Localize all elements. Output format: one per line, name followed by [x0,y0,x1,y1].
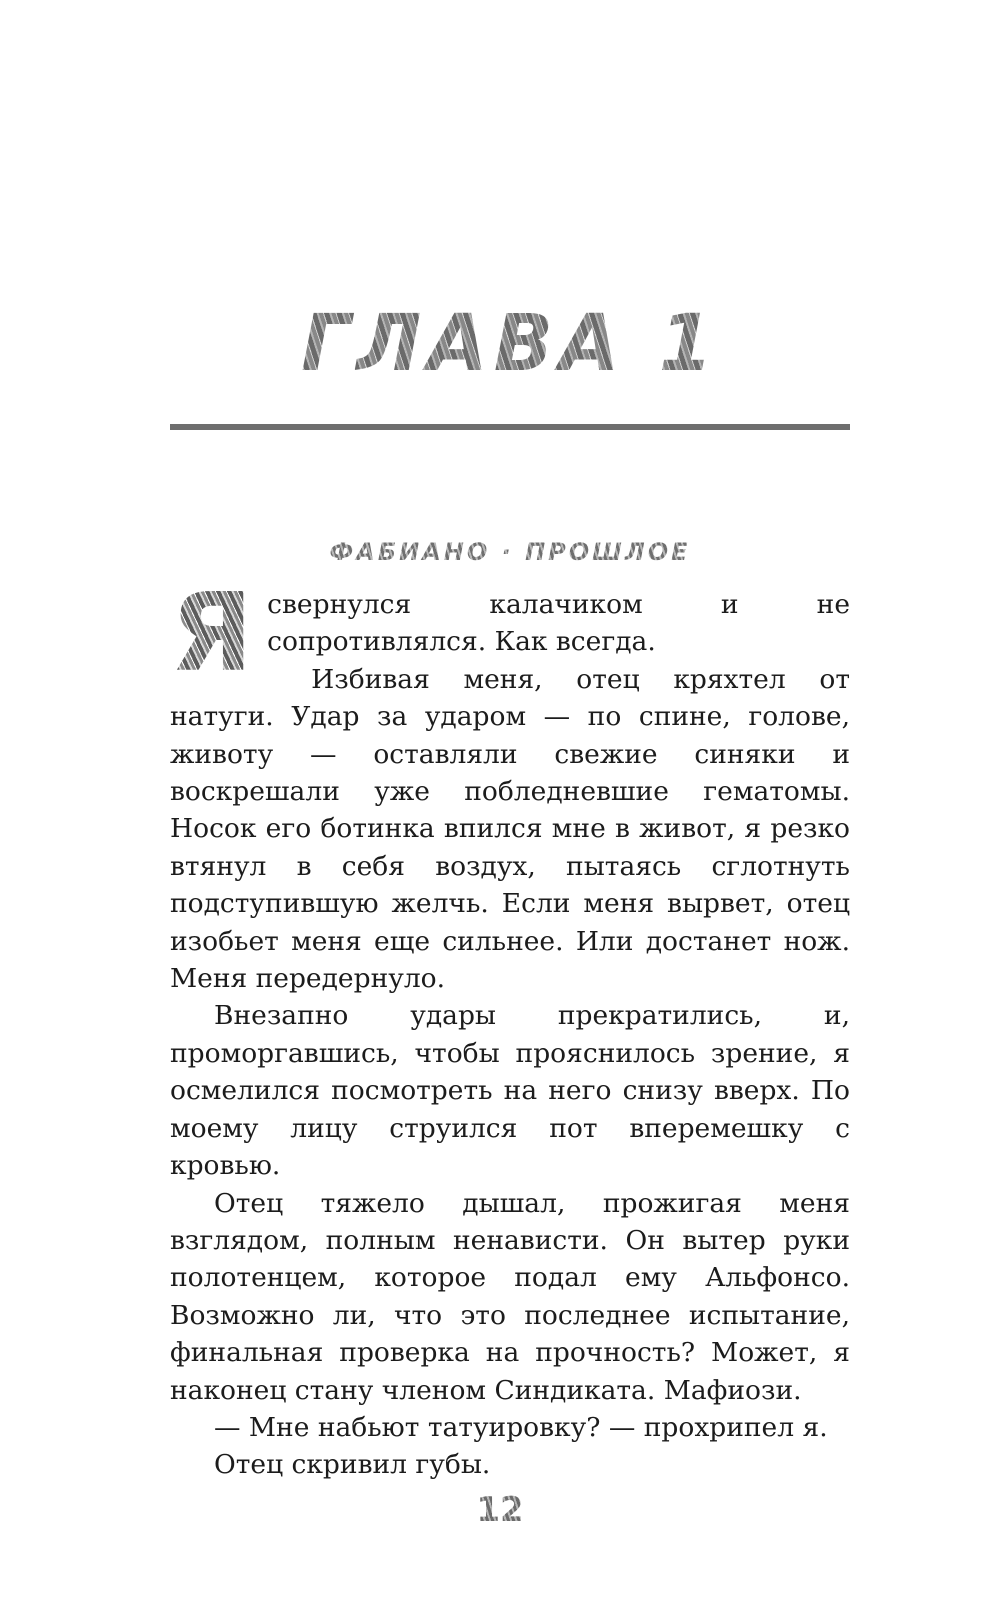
page-number: 12 [0,1490,1000,1530]
paragraph-5: — Мне набьют татуировку? — прохрипел я. [214,1411,828,1443]
chapter-title: ГЛАВА 1 [170,305,850,383]
body-text [170,571,850,1484]
paragraph-6: Отец скривил губы. [214,1449,491,1481]
paragraph-4: Отец тяжело дышал, прожигая меня взглядом, полным ненависти. Он вытер руки полотенцем, которое подал ему Альфонсо. Возможно ли, что это последнее испытание, финальная проверка на прочность? Может, я наконец стану членом Синдиката. Мафиози. [170,1187,850,1406]
paragraph-3: Внезапно удары прекратились, и, проморгавшись, чтобы прояснилось зрение, я осмелился посмотреть на него снизу вверх. По моему лицу струился пот вперемешку с кровью. [170,1000,850,1182]
paragraph-1 [170,571,850,696]
drop-cap: Я [170,571,254,696]
paragraph-2: Избивая меня, отец кряхтел от натуги. Удар за ударом — по спине, голове, животу — оставляли свежие синяки и воскрешали уже побледневшие гематомы. Носок его ботинка впился мне в живот, я резко втянул в себя воздух, пытаясь сглотнуть подступившую желчь. Если меня вырвет, отец изобьет меня еще сильнее. Или достанет нож. Меня передернуло. [170,663,850,995]
paragraph-1-text: свернулся калачиком и не сопротивлялся. Как всегда. [267,589,850,658]
title-divider [170,424,850,430]
chapter-subtitle: ФАБИАНО · ПРОШЛОЕ [170,538,850,566]
